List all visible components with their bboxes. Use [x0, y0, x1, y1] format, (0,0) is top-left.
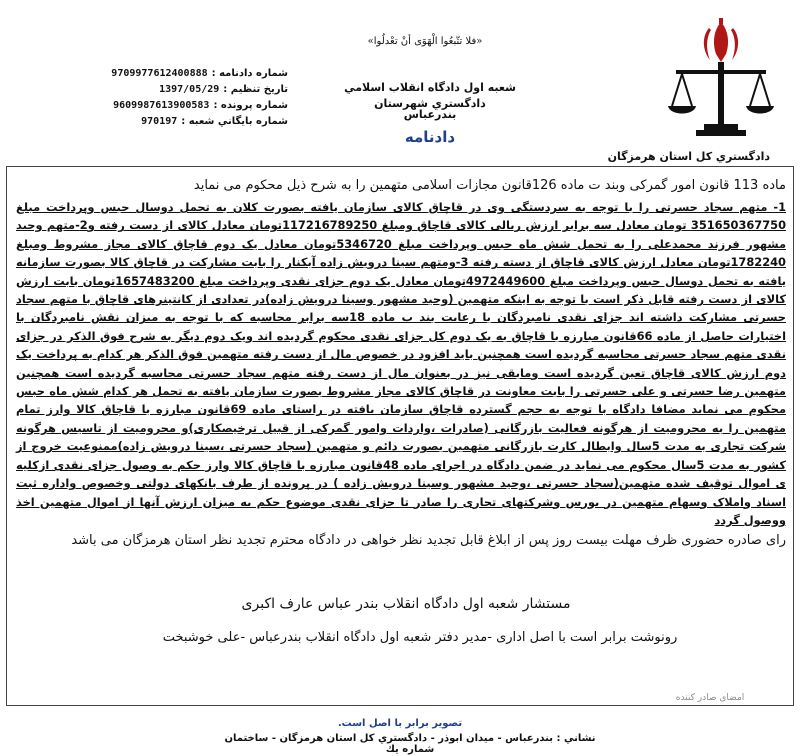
scales-of-justice-icon	[662, 14, 780, 142]
meta-row-verdict-number	[88, 66, 288, 82]
emblem-caption: دادگستري كل استان هرمزگان	[607, 150, 770, 163]
judiciary-emblem	[662, 14, 780, 142]
meta-label: تاريخ تنظيم :	[223, 84, 288, 95]
meta-row-case-number	[88, 98, 288, 114]
verdict-intro: ماده 113 قانون امور گمرکی وبند ت ماده 126قانون مجازات اسلامی متهمین را به شرح ذیل محکوم می نماید	[193, 178, 786, 193]
quran-verse: «فلا تتّبعُوا الْهَوَى أنْ تعْدلُوا»	[367, 36, 483, 47]
meta-row-date	[88, 82, 288, 98]
verdict-body	[16, 176, 786, 551]
certified-copy-stamp: تصوير برابر با اصل است.	[337, 718, 463, 729]
court-city: بندرعباس	[403, 108, 457, 121]
appeal-notice: رای صادره حضوری ظرف مهلت بیست روز پس از ابلاغ قابل تجدید نظر خواهی در دادگاه محترم تجدید نظر استان هرمزگان می باشد	[71, 533, 786, 549]
meta-row-archive-number	[88, 114, 288, 130]
meta-label: شماره پرونده :	[213, 100, 288, 111]
meta-label: شماره دادنامه :	[211, 68, 288, 79]
signature-caption: امضای صادر کننده	[675, 693, 745, 703]
copy-certification-line: رونوشت برابر است با اصل اداری -مدیر دفتر شعبه اول دادگاه انقلاب بندرعباس -علی خوشبخت	[162, 630, 678, 645]
meta-label: شماره بايگاني شعبه :	[181, 116, 288, 127]
meta-value: 9609987613900583	[113, 100, 210, 111]
court-title: شعبه اول دادگاه انقلاب اسلامي دادگستري شهرستان	[344, 81, 516, 110]
meta-value: 1397/05/29	[159, 84, 220, 95]
meta-value: 970197	[141, 116, 178, 127]
case-metadata	[88, 66, 288, 130]
iran-emblem-icon	[704, 18, 738, 62]
meta-value: 9709977612400888	[111, 68, 208, 79]
verdict-paragraph: 1- متهم سجاد حسرتی را با توجه به سردستگی وی در قاچاق کالای سازمان یافته بصورت کلان به تحمل دوسال حبس وپرداخت مبلغ 351650367750 تومان معادل سه برابر ارزش ریالی کالای قاچاق ومبلغ 117216789250تومان معادل کالای از دست رفته و2-متهم وحید مشهور فرزند محمدعلی را به تحمل شش ماه حبس وپرداخت مبلغ 5346720تومان معادل یک دوم قاچاق کالای مجاز مشروط ومبلغ 1782240تومان معادل ارزش کالای قاچاق از دسته رفته 3-ومتهم سینا درویش زاده آبکنار را بابت مشارکت در قاچاق کالا بصورت سازمانه یافته به تحمل دوسال حبس وپرداخت مبلغ 4972449600تومان معادل یک دوم جزای نقدی وپرداخت مبلغ 1657483200تومان بابت ارزش کالای از دست رفته قابل ذکر است با توجه به اینکه متهمین (وحید مشهور وسینا درویش زاده)در تعدادی از کانتینرهای قاچاق با متهم سجاد حسرتی مشارکت داشته اند جزای نقدی نامبردگان با رعایت بند ب ماده 18سه برابر محاسبه که با توجه به میزان نقش نامبردگان با اختیارات حاصل از ماده 66قانون مبارزه با قاچاق به یک دوم کل جزای نقدی محکوم گردیده اند ویک دوم دیگر به شرح فوق الذکر در جزای نقدی متهم سجاد حسرتی محاسبه گردیده است همچنین باید افزود در خصوص مال از دست رفته متهمین فوق الذکر هر کدام به پرداخت یک دوم ارزش کالای قاچاق تعین گردیده است ومابقی نیز در بعنوان مال از دست رفته متهم سجاد حسرتی محاسبه گردیده است همچنین متهمین رضا حسرتی و علی حسرتی را بابت معاونت در قاچاق کالای مجاز مشروط بصورت سازمان یافته به تحمل هر کدام شش ماه حبس محکوم می نماید مضافا دادگاه با توجه به حجم گسترده قاچاق سازمان یافته در راستای ماده 69قانون مبارزه با قاچاق کالا وارز تمام متهمین را به محرومیت از هرگونه فعالیت بازرگانی (صادرات ،واردات وامور گمرکی از قبیل ترخیصکاری)و محرومیت از تاسیس هرگونه شرکت تجاری به مدت 5سال وابطال کارت بازرگانی متهمین بصورت دائم و متهمین (سجاد حسرتی ،سینا درویش زاده)ممنوعیت خروج از کشور به مدت 5سال محکوم می نماید در ضمن دادگاه در اجرای ماده 48قانون مبارزه با قاچاق کالا وارز حکم به وصول جزای نقدی ازکلیه ی اموال توقیف شده متهمین(سجاد حسرتی ،وحید مشهور وسینا درویش زاده ) در پرونده از طرف بانکهای دولتی وخصوص واداره ثبت اسناد واملاک وسهام متهمین در بورس وشرکتهای تجاری را صادر تا جزای نقدی موضوع حکم به میزان ارزش آنها از اموال متهمین اخذ ووصول گردد	[16, 200, 787, 527]
court-address: نشاني : بندرعباس - ميدان ابوذر - دادگستري كل استان هرمزگان - ساختمان شماره يك	[224, 733, 596, 755]
advisor-signature-line: مستشار شعبه اول دادگاه انقلاب بندر عباس عارف اکبری	[241, 596, 571, 612]
document-title: دادنامه	[404, 128, 456, 146]
